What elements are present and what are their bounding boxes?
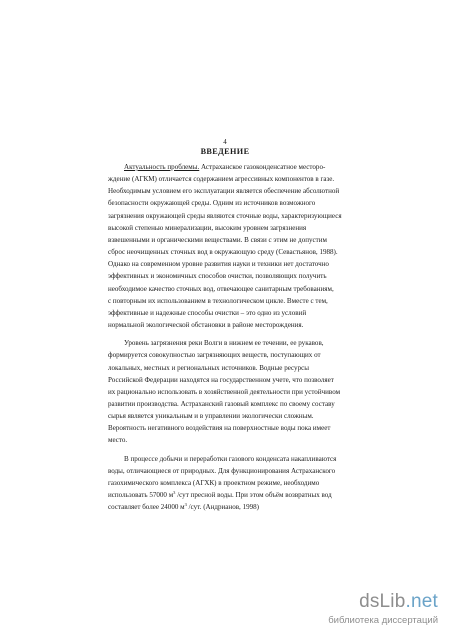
paragraph-line: Однако на современном уровне развития науки и техники нет достаточно: [108, 260, 329, 269]
paragraph-line: развитии производства. Астраханский газовый комплекс по своему составу: [108, 399, 335, 408]
paragraph-line: взвешенными и органическими веществами. В связи с этим не допустим: [108, 235, 327, 244]
paragraph-line: эффективных и экономичных способов очистки, позволяющих получить: [108, 272, 327, 281]
paragraph-line: место.: [108, 436, 128, 445]
paragraph-line: составляет более 24000 $м^3$ /сут. (Андрианов, 1998): [108, 502, 260, 512]
page-title: ВВЕДЕНИЕ: [200, 147, 250, 156]
dslib-logo: dsLib.net: [359, 591, 438, 612]
paragraph-line: газохимического комплекса (АГХК) в проектном режиме, необходимо: [108, 478, 320, 487]
document-body: [108, 161, 366, 513]
paragraph-line: Необходимым условием его эксплуатации является обеспечение абсолютной: [108, 187, 340, 196]
paragraph-line: загрязнения окружающей среды являются сточные воды, характеризующиеся: [108, 211, 342, 220]
paragraph-line: Уровень загрязнения реки Волги в нижнем ее течении, ее рукавов,: [124, 339, 324, 348]
paragraph-line: воды, отличающиеся от природных. Для функционирования Астраханского: [108, 466, 336, 475]
paragraph-line: формируется совокупностью загрязняющих веществ, поступающих от: [108, 351, 321, 360]
paragraph-line: их рационально использовать в хозяйственной деятельности при устойчивом: [108, 387, 341, 396]
paragraph-line: локальных, местных и региональных источников. Водные ресурсы: [108, 363, 309, 372]
paragraph-line: ждение (АГКМ) отличается содержанием агрессивных компонентов в газе.: [108, 175, 335, 184]
paragraph-line: сырья является уникальным и в управлении экологически сложным.: [108, 412, 314, 421]
paragraph-line: Российской Федерации находятся на государственном учете, что позволяет: [108, 375, 334, 384]
paragraph-line: В процессе добычи и переработки газового конденсата накапливаются: [124, 454, 337, 463]
paragraph-intro-line-1: Актуальность проблемы. Астраханское газоконденсатное месторо-: [124, 163, 326, 171]
topic-label: Актуальность проблемы.: [124, 163, 200, 171]
paragraph-line: сброс неочищенных сточных вод в окружающую среду (Севастьянов, 1988).: [108, 248, 338, 257]
paragraph-line: необходимое качество сточных вод, отвечающее санитарным требованиям,: [108, 284, 334, 293]
paragraph-line: с повторным их использованием в технологическом цикле. Вместе с тем,: [108, 296, 328, 305]
paragraph-line: использовать 57000 $м^3$ /сут пресной воды. При этом объём возвратных вод: [108, 490, 332, 500]
paragraph-line: безопасности окружающей среды. Одним из источников возможного: [108, 199, 316, 208]
page-number: 4: [223, 138, 227, 146]
paragraph-line: нормальной экологической обстановки в районе месторождения.: [108, 321, 304, 330]
paragraph-line: Вероятность негативного воздействия на поверхностные воды пока имеет: [108, 424, 331, 433]
watermark-subtitle: библиотека диссертаций: [328, 615, 438, 626]
paragraph-line: высокой степенью минерализации, высоким уровнем загрязнения: [108, 223, 307, 232]
paragraph-line: эффективные и надежные способы очистки – это одно из условий: [108, 308, 307, 317]
